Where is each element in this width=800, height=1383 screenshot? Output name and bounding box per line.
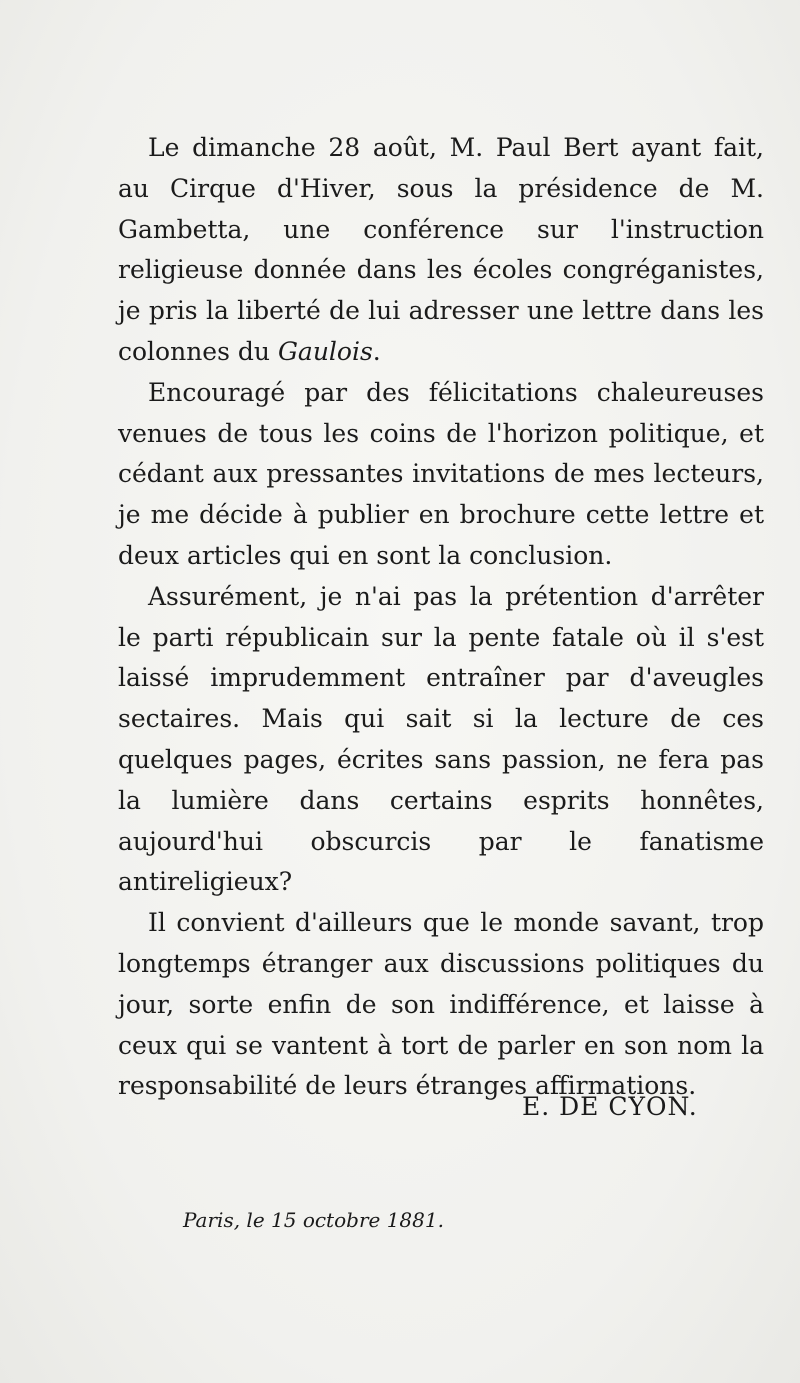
- paragraph-3: Assurément, je n'ai pas la prétention d'arrêter le parti républicain sur la pente fatale où il s'est laissé imprudemment entraîner par d'aveugles sectaires. Mais qui sait si la lecture de ces quelques pages, écrites sans passion, ne fera pas la lumière dans certains esprits honnêtes, aujourd'hui obscurcis par le fanatisme antireligieux?: [118, 581, 764, 897]
- body-text: [118, 128, 764, 1107]
- paragraph-1-end: .: [372, 336, 381, 366]
- dateline: Paris, le 15 octobre 1881.: [183, 1208, 444, 1232]
- paragraph-1: [118, 128, 764, 373]
- author-signature: E. DE CYON.: [522, 1092, 698, 1121]
- paragraph-2: Encouragé par des félicitations chaleureuses venues de tous les coins de l'horizon politique, et cédant aux pressantes invitations de mes lecteurs, je me décide à publier en brochure cette lettre et deux articles qui en sont la conclusion.: [118, 377, 764, 570]
- paragraph-1-text: Le dimanche 28 août, M. Paul Bert ayant fait, au Cirque d'Hiver, sous la présidence de M. Gambetta, une conférence sur l'instruction religieuse donnée dans les écoles congréganistes, je pris la liberté de lui adresser une lettre dans les colonnes du: [118, 133, 764, 366]
- paragraph-4: Il convient d'ailleurs que le monde savant, trop longtemps étranger aux discussions politiques du jour, sorte enfin de son indifférence, et laisse à ceux qui se vantent à tort de parler en son nom la responsabilité de leurs étranges affirmations.: [118, 908, 764, 1101]
- newspaper-title: Gaulois: [277, 336, 373, 366]
